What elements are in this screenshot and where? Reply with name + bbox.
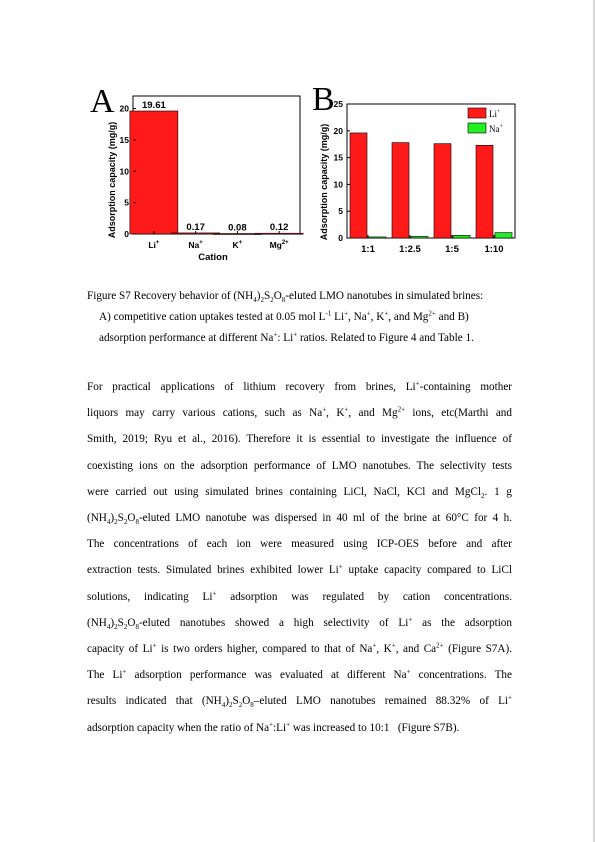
y-tick-label: 20 bbox=[333, 125, 343, 136]
data-label: 19.61 bbox=[141, 99, 166, 111]
panel-b-legend bbox=[468, 108, 504, 134]
bar bbox=[130, 111, 178, 234]
caption-line: adsorption performance at different Na+: Li+ ratios. Related to Figure 4 and Table 1. bbox=[99, 330, 474, 344]
y-tick-label: 25 bbox=[333, 99, 343, 109]
body-line: capacity of Li+ is two orders higher, compared to that of Na+, K+, and $Ca^{2+}$ (Figure S7A). bbox=[87, 641, 512, 656]
y-tick-label: 10 bbox=[333, 179, 343, 190]
body-line: $(NH_4)_2S_2O_8$-eluted LMO nanotube was dispersed in 40 ml of the brine at 60°C for 4 h. bbox=[87, 512, 512, 527]
body-line: solutions, indicating Li+ adsorption was regulated by cation concentrations. bbox=[87, 588, 512, 603]
y-tick-label: 0 bbox=[124, 229, 129, 239]
x-tick-label: Li+ bbox=[148, 240, 160, 250]
bar bbox=[369, 237, 386, 238]
caption-line: A) competitive cation uptakes tested at 0.05 mol $L^{-1}$ Li+, Na+, K+, and $Mg^{2+}$ and B) bbox=[99, 309, 469, 323]
body-paragraph bbox=[87, 374, 512, 741]
panel-b-bars bbox=[350, 133, 512, 238]
x-tick-label: Na+ bbox=[188, 240, 203, 250]
x-tick-label: 1:1 bbox=[361, 244, 375, 255]
data-label: 0.17 bbox=[186, 221, 205, 233]
y-tick-label: 20 bbox=[119, 103, 129, 114]
legend-li-label: Li+ bbox=[489, 109, 501, 119]
y-tick-label: 15 bbox=[119, 134, 129, 145]
body-line: liquors may carry various cations, such as Na+, K+, and $Mg^{2+}$ ions, etc(Marthi and bbox=[87, 405, 512, 420]
panel-b-yticks bbox=[334, 99, 350, 243]
y-tick-label: 5 bbox=[338, 206, 343, 217]
bar bbox=[350, 133, 367, 238]
panel-b-ylabel: Adsorption capacity (mg/g) bbox=[319, 123, 329, 241]
body-line: were carried out using simulated brines containing LiCl, NaCl, KCl and MgCl$_2$. 1 g bbox=[87, 485, 513, 501]
bar bbox=[476, 145, 493, 238]
body-line: The Li+ adsorption performance was evaluated at different Na+ concentrations. The bbox=[87, 667, 512, 682]
body-line: For practical applications of lithium recovery from brines, Li+-containing mother bbox=[87, 379, 513, 393]
body-line: coexisting ions on the adsorption performance of LMO nanotubes. The selectivity tests bbox=[87, 459, 512, 472]
y-tick-label: 10 bbox=[119, 166, 129, 177]
bar bbox=[411, 236, 428, 238]
panel-a-ylabel: Adsorption capacity (mg/g) bbox=[107, 121, 117, 239]
figure-caption bbox=[87, 286, 515, 349]
panel-a-xlabel: Cation bbox=[198, 252, 228, 263]
panel-a-letter: A bbox=[90, 83, 115, 120]
bar bbox=[392, 143, 409, 238]
body-line: Smith, 2019; Ryu et al., 2016). Therefore it is essential to investigate the influence of bbox=[87, 433, 512, 446]
y-tick-label: 15 bbox=[333, 152, 343, 163]
y-tick-label: 5 bbox=[124, 197, 129, 208]
bar bbox=[495, 233, 512, 238]
caption-line: Figure S7 Recovery behavior of $(NH_4)_2S_2O_8$-eluted LMO nanotubes in simulated brines: bbox=[87, 290, 484, 305]
legend-na-swatch bbox=[468, 123, 486, 133]
legend-na-label: Na+ bbox=[489, 124, 503, 134]
x-tick-label: 1:5 bbox=[445, 244, 459, 255]
x-tick-label: $Mg^{2+}$ bbox=[269, 240, 289, 250]
bar bbox=[434, 144, 451, 238]
figure-s7 bbox=[0, 0, 595, 290]
y-tick-label: 0 bbox=[338, 233, 343, 243]
legend-li-swatch bbox=[468, 108, 486, 118]
body-line: extraction tests. Simulated brines exhibited lower Li+ uptake capacity compared to LiCl bbox=[87, 562, 512, 577]
panel-b-letter: B bbox=[312, 81, 335, 118]
data-label: 0.08 bbox=[228, 222, 247, 234]
x-tick-label: 1:10 bbox=[484, 244, 504, 255]
x-tick-label: K+ bbox=[232, 240, 243, 250]
panel-a-bars bbox=[130, 100, 303, 235]
body-line: adsorption capacity when the ratio of Na+:Li+ was increased to 10:1 (Figure S7B). bbox=[87, 719, 460, 734]
body-line: $(NH_4)_2S_2O_8$-eluted nanotubes showed a high selectivity of Li+ as the adsorption bbox=[87, 615, 512, 632]
bar bbox=[453, 235, 470, 238]
x-tick-label: 1:2.5 bbox=[399, 244, 421, 255]
body-line: results indicated that $(NH_4)_2S_2O_8$–eluted LMO nanotubes remained 88.32% of Li+ bbox=[87, 693, 512, 710]
body-line: The concentrations of each ion were measured using ICP-OES before and after bbox=[87, 538, 512, 551]
data-label: 0.12 bbox=[269, 222, 289, 234]
